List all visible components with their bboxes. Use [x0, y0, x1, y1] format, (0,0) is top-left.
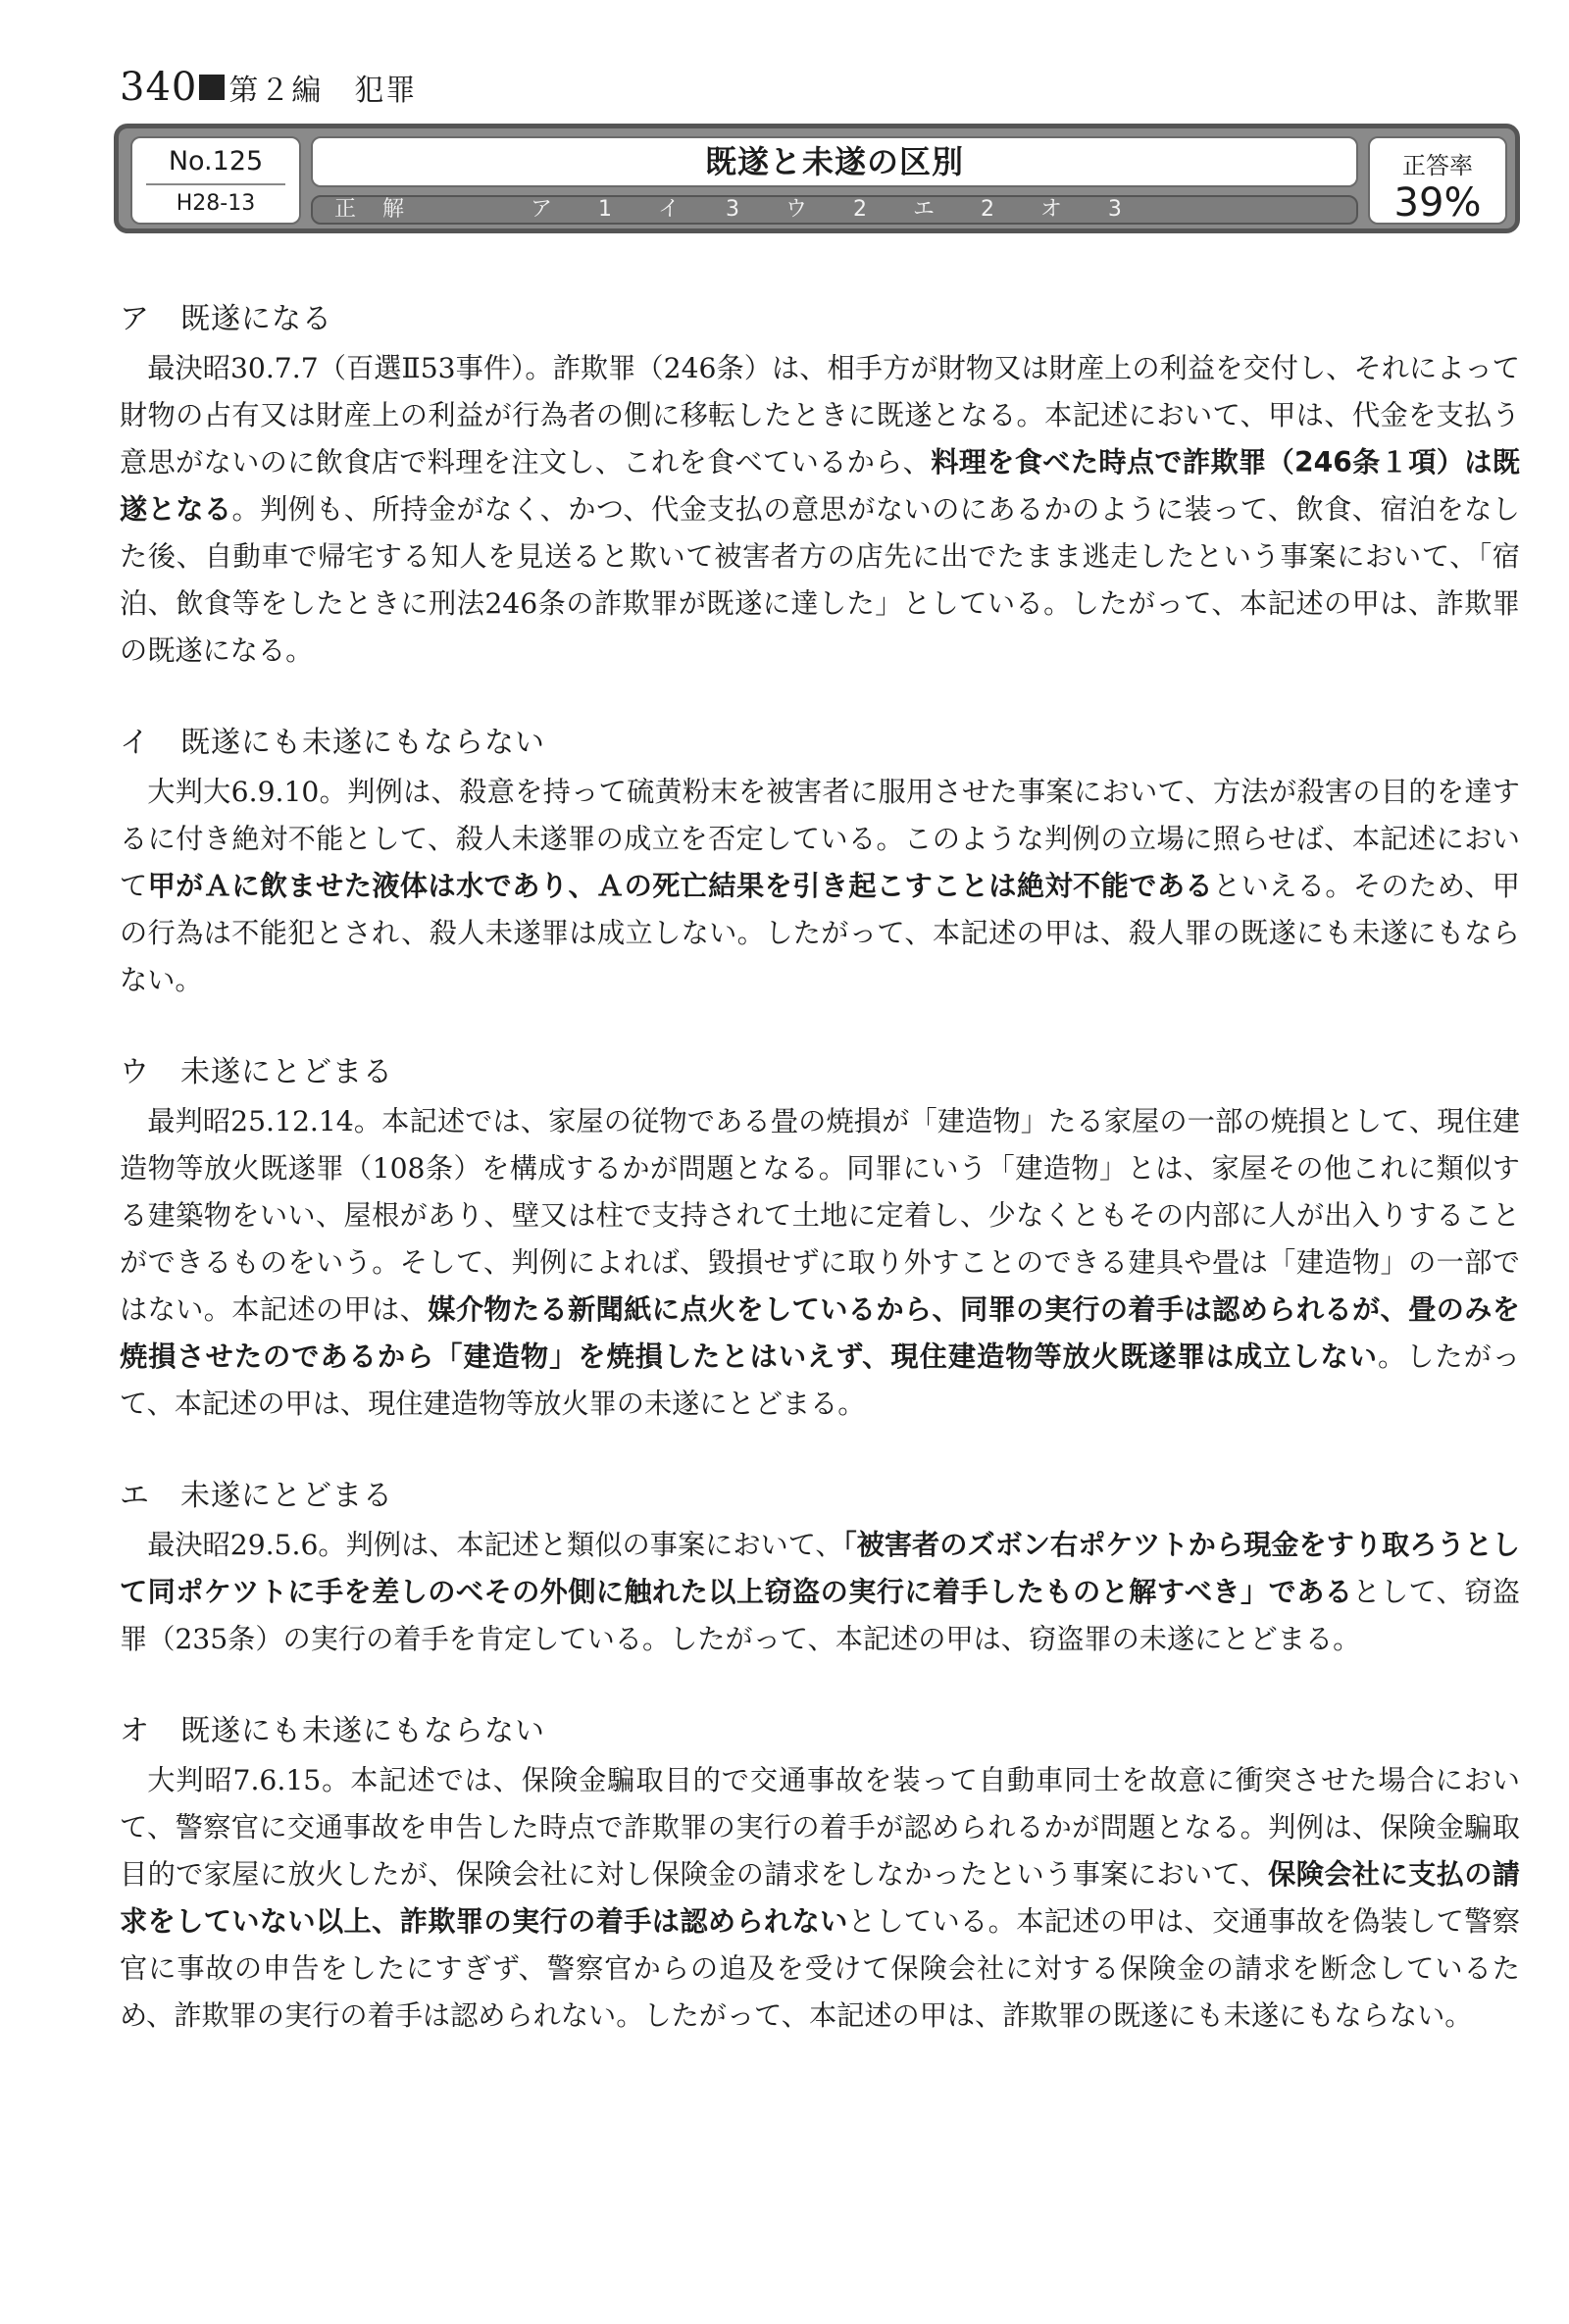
answer-label: 正 解 — [334, 197, 414, 222]
emphasis-text: 甲がＡに飲ませた液体は水であり、Ａの死亡結果を引き起こすことは絶対不能である — [147, 870, 1214, 902]
text-run: 大判昭7.6.15。本記述では、保険金騙取目的で交通事故を装って自動車同士を故意に衝突させた場合において、警察官に交通事故を申告した時点で詐欺罪の実行の着手が認められるかが問題となる。判例は、保険金騙取目的で家屋に放火したが、保険会社に対し保険金の請求をしなかったという事案において、 — [120, 1764, 1520, 1891]
section-heading: オ 既遂にも未遂にもならない — [120, 1714, 545, 1748]
emphasis-text: 保険会社に支払の請求をしていない以上、詐欺罪の実行の着手は認められない — [120, 1858, 1520, 1938]
emphasis-text: 媒介物たる新聞紙に点火をしているから、同罪の実行の着手は認められるが、畳のみを焼損させたのであるから「建造物」を焼損したとはいえず、現住建造物等放火既遂罪は成立しない — [120, 1293, 1520, 1373]
explanation-section — [120, 1053, 1520, 1428]
text-run: 。したがって、本記述の甲は、現住建造物等放火罪の未遂にとどまる。 — [120, 1340, 1520, 1420]
page-number: 340 — [120, 65, 198, 110]
question-header — [114, 124, 1520, 233]
text-run: 最決昭30.7.7（百選Ⅱ53事件）。詐欺罪（246条）は、相手方が財物又は財産上の利益を交付し、それによって財物の占有又は財産上の利益が行為者の側に移転したときに既遂となる。本記述において、甲は、代金を支払う意思がないのに飲食店で料理を注文し、これを食べているから、 — [120, 352, 1520, 479]
explanation-section — [120, 300, 1520, 675]
correct-rate-box — [1368, 136, 1507, 225]
section-text — [120, 769, 1520, 1004]
section-text — [120, 1757, 1520, 2040]
correct-rate-value: 39% — [1393, 180, 1482, 226]
text-run: 。判例も、所持金がなく、かつ、代金支払の意思がないのにあるかのように装って、飲食、宿泊をなした後、自動車で帰宅する知人を見送ると欺いて被害者方の店先に出でたまま逃走したという事案において、「宿泊、飲食等をしたときに刑法246条の詐欺罪が既遂に達した」としている。したがって、本記述の甲は、詐欺罪の既遂になる。 — [120, 493, 1520, 667]
text-run: 最判昭25.12.14。本記述では、家屋の従物である畳の焼損が「建造物」たる家屋の一部の焼損として、現住建造物等放火既遂罪（108条）を構成するかが問題となる。同罪にいう「建造物」とは、家屋その他これに類似する建築物をいい、屋根があり、壁又は柱で支持されて土地に定着し、少なくともその内部に人が出入りすることができるものをいう。そして、判例によれば、毀損せずに取り外すことのできる建具や畳は「建造物」の一部ではない。本記述の甲は、 — [120, 1105, 1520, 1326]
section-heading: イ 既遂にも未遂にもならない — [120, 726, 545, 760]
question-number: No.125 — [168, 146, 264, 177]
emphasis-text: 料理を食べた時点で詐欺罪（246条１項）は既遂となる — [120, 446, 1520, 526]
explanation-section — [120, 1712, 1520, 2040]
exam-code: H28-13 — [176, 191, 256, 216]
section-text — [120, 1098, 1520, 1428]
chapter-title: 第２編 犯罪 — [228, 74, 418, 108]
section-text — [120, 1522, 1520, 1663]
running-head — [120, 65, 417, 118]
text-run: として、窃盗罪（235条）の実行の着手を肯定している。したがって、本記述の甲は、窃盗罪の未遂にとどまる。 — [120, 1576, 1521, 1655]
section-text — [120, 345, 1520, 675]
section-heading: エ 未遂にとどまる — [120, 1479, 393, 1513]
square-bullet-icon — [199, 75, 225, 100]
divider — [146, 183, 285, 185]
question-number-box — [130, 136, 301, 225]
correct-rate-label: 正答率 — [1402, 152, 1473, 179]
text-run: としている。本記述の甲は、交通事故を偽装して警察官に事故の申告をしたにすぎず、警察官からの追及を受けて保険会社に対する保険金の請求を断念しているため、詐欺罪の実行の着手は認められない。したがって、本記述の甲は、詐欺罪の既遂にも未遂にもならない。 — [120, 1905, 1520, 2032]
section-heading: ウ 未遂にとどまる — [120, 1055, 393, 1089]
answer-bar — [311, 195, 1358, 225]
text-run: 最決昭29.5.6。判例は、本記述と類似の事案において、 — [147, 1529, 843, 1561]
explanation-section — [120, 1477, 1520, 1663]
explanation-body — [120, 300, 1520, 2089]
emphasis-text: 「被害者のズボン右ポケツトから現金をすり取ろうとして同ポケツトに手を差しのべその外側に触れた以上窃盗の実行に着手したものと解すべき」である — [120, 1529, 1520, 1608]
text-run: 大判大6.9.10。判例は、殺意を持って硫黄粉末を被害者に服用させた事案において、方法が殺害の目的を達するに付き絶対不能として、殺人未遂罪の成立を否定している。このような判例の立場に照らせば、本記述において — [120, 776, 1520, 902]
explanation-section — [120, 724, 1520, 1004]
answer-text: ア 1 イ 3 ウ 2 エ 2 オ 3 — [531, 197, 1124, 222]
question-title: 既遂と未遂の区別 — [311, 136, 1358, 187]
text-run: といえる。そのため、甲の行為は不能犯とされ、殺人未遂罪は成立しない。したがって、本記述の甲は、殺人罪の既遂にも未遂にもならない。 — [120, 870, 1520, 996]
section-heading: ア 既遂になる — [120, 302, 332, 336]
